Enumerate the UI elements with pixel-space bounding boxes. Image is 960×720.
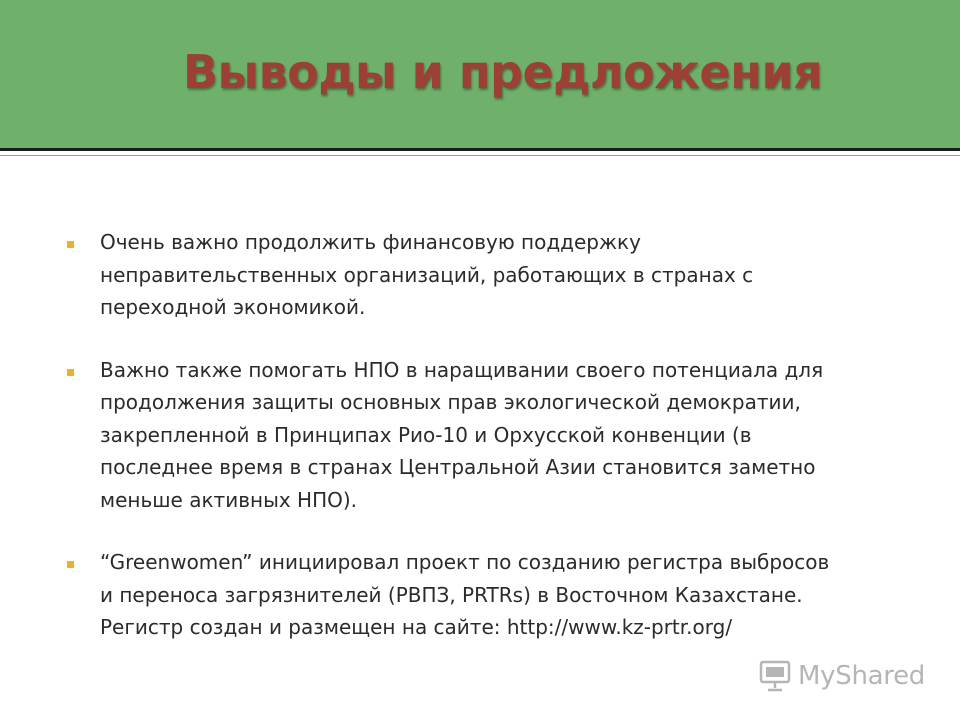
bullet-item: [62, 354, 922, 517]
title-divider-thin: [0, 155, 960, 156]
slide-title: Выводы и предложения: [183, 45, 823, 99]
bullet-item: [62, 226, 922, 324]
bullet-text: “Greenwomen” инициировал проект по созданию регистра выбросов и переноса загрязнителей (РВПЗ, PRTRs) в Восточном Казахстане. Регистр создан и размещен на сайте: http://www.kz-prtr.org/: [100, 550, 830, 639]
square-bullet-icon: [67, 369, 74, 376]
myshared-watermark: [758, 656, 925, 696]
bullet-text: Очень важно продолжить финансовую поддержку неправительственных организаций, работающих в странах с переходной экономикой.: [100, 230, 754, 319]
title-divider-thick: [0, 148, 960, 151]
title-band: [0, 0, 960, 148]
projector-screen-icon: [758, 659, 792, 693]
square-bullet-icon: [67, 561, 74, 568]
watermark-label: MyShared: [798, 661, 925, 691]
bullet-item: [62, 546, 922, 644]
bullet-text: Важно также помогать НПО в наращивании своего потенциала для продолжения защиты основных прав экологической демократии, закрепленной в Принципах Рио-10 и Орхусской конвенции (в последнее время в странах Центральной Азии становится заметно меньше активных НПО).: [100, 357, 824, 512]
bullet-list: [62, 226, 922, 674]
square-bullet-icon: [67, 241, 74, 248]
